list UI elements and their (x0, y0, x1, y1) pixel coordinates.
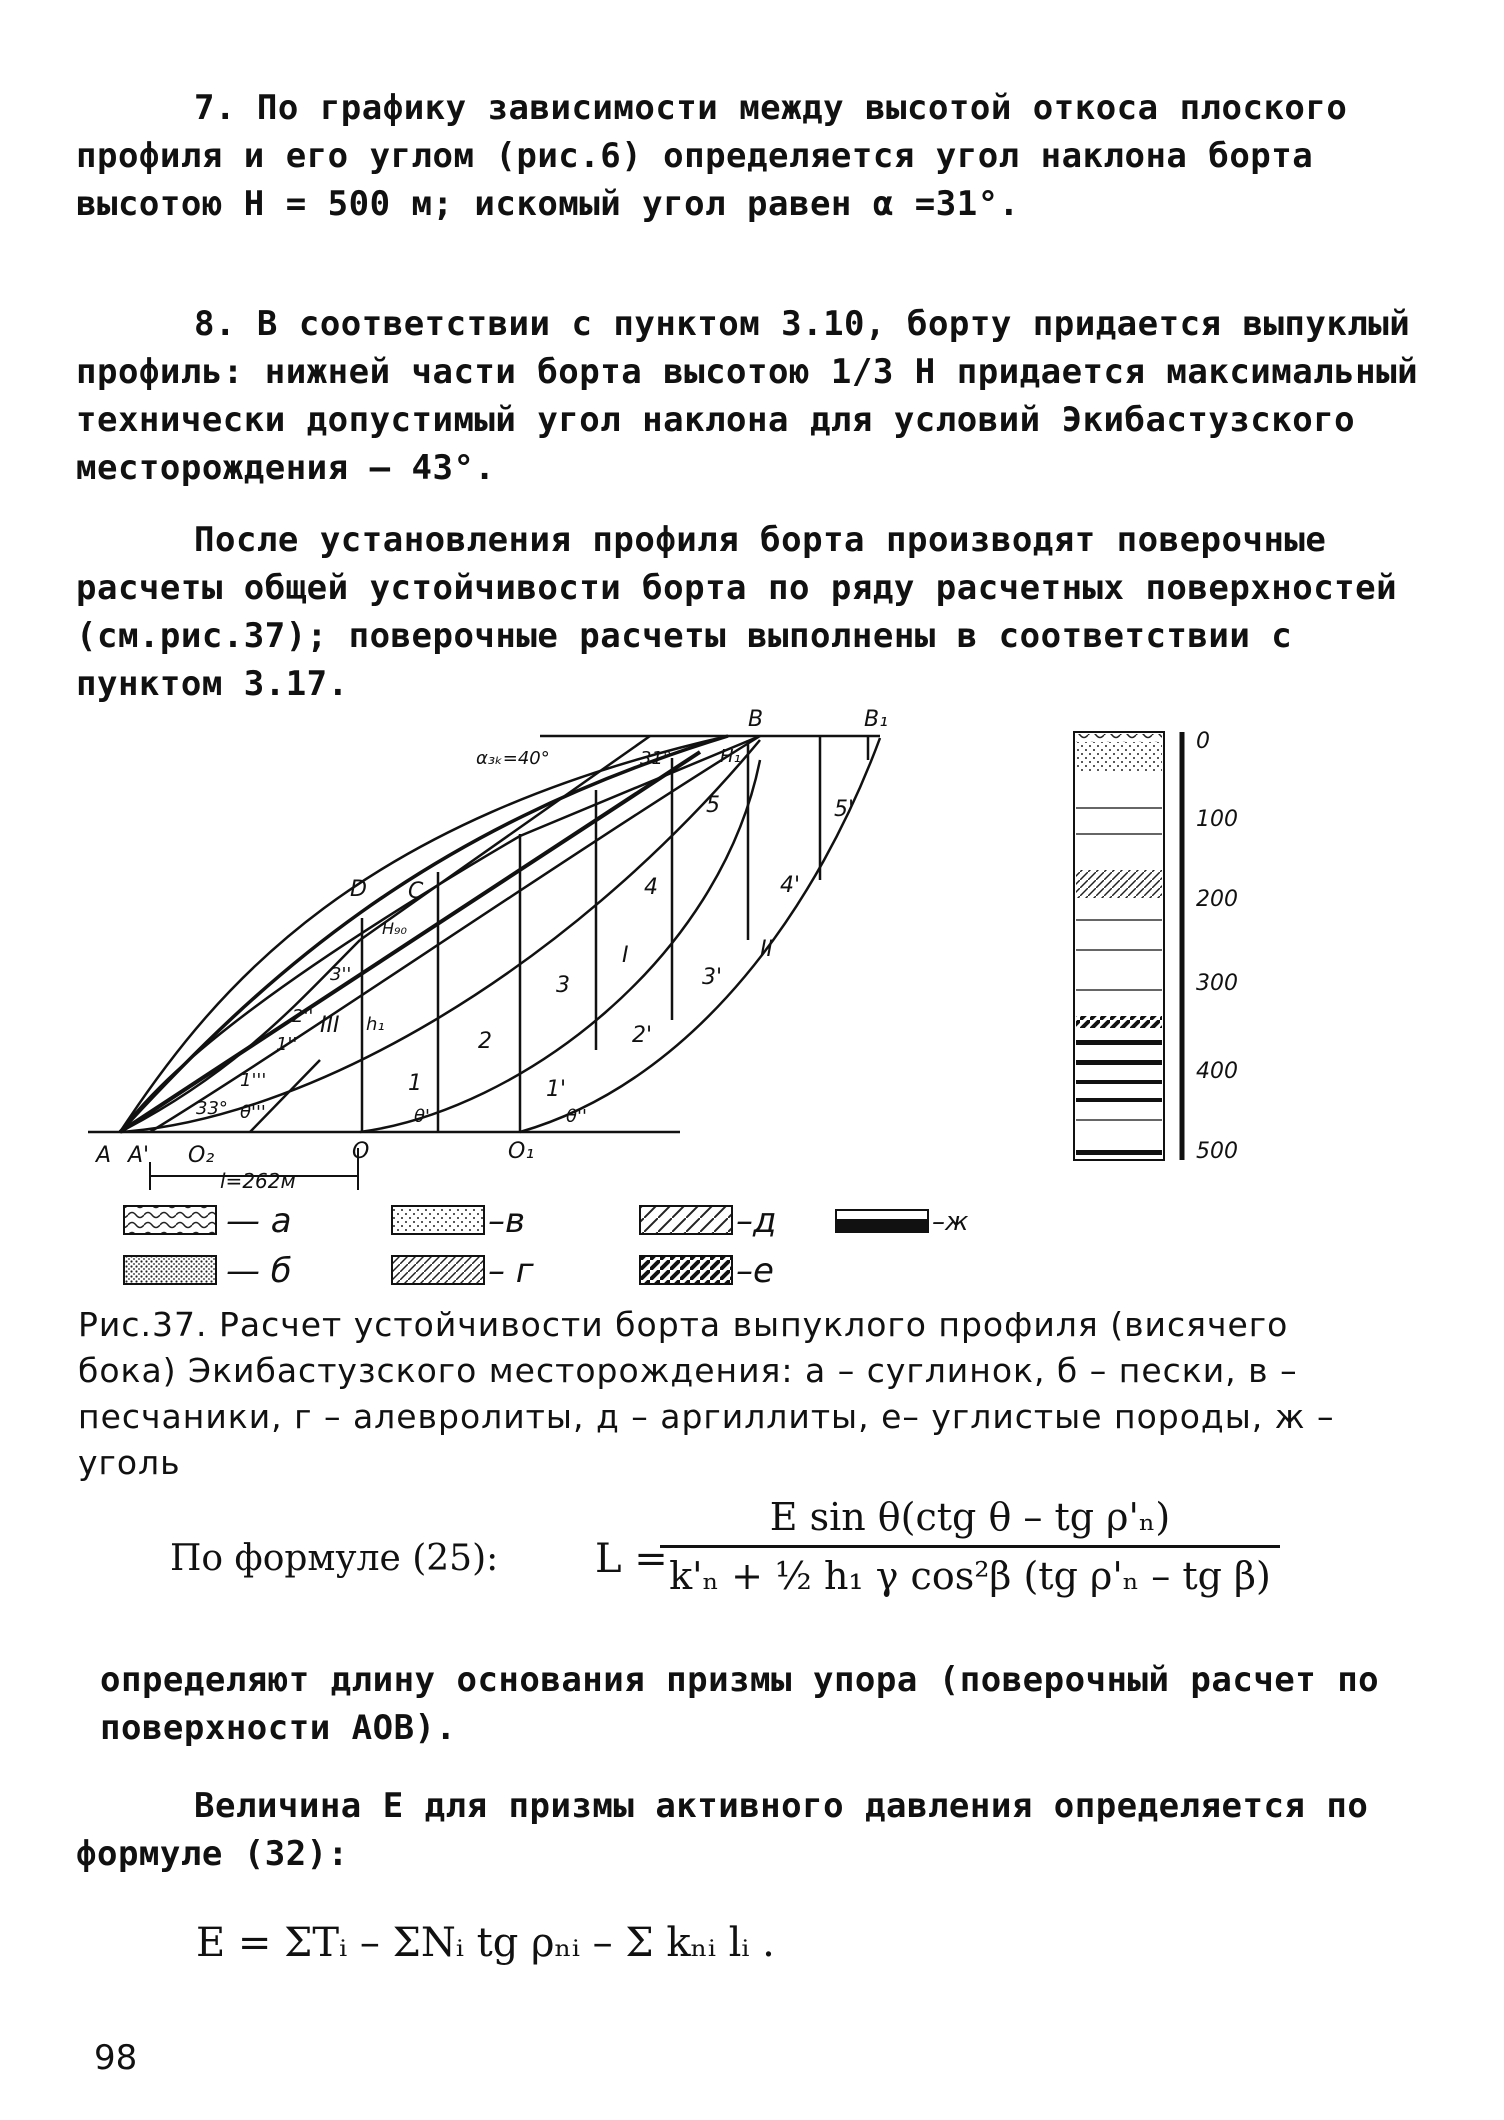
scale-tick: 300 (1196, 971, 1238, 996)
legend-label-a: — а (226, 1201, 292, 1241)
formula-25-lhs: L = (595, 1536, 668, 1582)
label-A1: A' (128, 1143, 150, 1168)
label-O2: O₂ (188, 1143, 215, 1168)
page-number: 98 (94, 2038, 138, 2078)
slice-label: 5 (706, 793, 720, 818)
legend-label-d: –д (736, 1201, 777, 1241)
slice-label: 1' (546, 1077, 567, 1102)
label-I: I (622, 943, 629, 968)
paragraph-7-text: 7. По графику зависимости между высотой откоса плоского профиля и его углом (рис.6) определяется угол наклона борта высотою Н = 500 м; искомый угол равен α =31°. (76, 88, 1348, 224)
formula-25-denominator: k'ₙ + ½ h₁ γ cos²β (tg ρ'ₙ – tg β) (669, 1554, 1271, 1598)
strata-column (1074, 729, 1238, 1164)
paragraph-10 (100, 1656, 1420, 1752)
label-II: II (760, 937, 773, 962)
diagram-labels (94, 707, 888, 1168)
paragraph-11-text: Величина Е для призмы активного давления определяется по формуле (32): (76, 1786, 1369, 1874)
legend-label-zh: –ж (932, 1207, 969, 1237)
formula-25-numerator: E sin θ(ctg θ – tg ρ'ₙ) (769, 1495, 1171, 1539)
label-alpha: α₃ₖ=40° (476, 748, 550, 769)
dimension-label: l=262м (220, 1169, 296, 1193)
label-theta-2: θ'' (566, 1106, 587, 1127)
slice-label: 3 (556, 973, 570, 998)
label-33: 33° (196, 1098, 228, 1119)
slice-label: 1''' (240, 1070, 267, 1091)
slope-diagram (88, 736, 880, 1132)
slice-label: 3' (702, 965, 723, 990)
slice-label: 1 (408, 1071, 422, 1096)
slice-label: 3'' (330, 964, 352, 985)
slice-label: 2' (632, 1023, 653, 1048)
paragraph-9-text: После установления профиля борта производят поверочные расчеты общей устойчивости борта по ряду расчетных поверхностей (см.рис.37); поверочные расчеты выполнены в соответствии с пунктом 3.17. (76, 520, 1398, 704)
label-O: O (352, 1139, 370, 1164)
legend-label-v: –в (488, 1201, 526, 1241)
formula-25 (660, 1495, 1280, 1598)
label-B1: B₁ (864, 707, 888, 732)
label-A: A (96, 1143, 112, 1168)
dimension-line (150, 1148, 358, 1193)
label-H1: H₁ (720, 746, 741, 767)
label-theta-prime: θ' (414, 1106, 430, 1127)
slice-label: 4 (644, 875, 658, 900)
slice-label: 2 (478, 1029, 492, 1054)
scale-tick: 200 (1196, 887, 1238, 912)
paragraph-10-text: определяют длину основания призмы упора (поверочный расчет по поверхности АОВ). (100, 1660, 1380, 1748)
label-C: C (408, 879, 424, 904)
scale-tick: 400 (1196, 1059, 1238, 1084)
label-h1: h₁ (366, 1014, 385, 1035)
scale-tick: 100 (1196, 807, 1238, 832)
scale-tick: 0 (1196, 729, 1210, 754)
fraction-bar (660, 1545, 1280, 1548)
label-31: 31° (640, 748, 672, 769)
label-D: D (350, 877, 367, 902)
legend-label-e: –е (736, 1251, 774, 1291)
label-H90: H₉₀ (382, 919, 407, 938)
scale-tick: 500 (1196, 1139, 1238, 1164)
legend-label-g: – г (488, 1251, 534, 1291)
legend-label-b: — б (226, 1251, 292, 1291)
slice-label: 2'' (292, 1006, 314, 1027)
figure-caption: Рис.37. Расчет устойчивости борта выпуклого профиля (висячего бока) Экибастузского месторождения: а – суглинок, б – пески, в – песчаники, г – алевролиты, д – аргиллиты, е– углистые породы, ж – уголь (78, 1305, 1335, 1482)
formula-32: E = ΣTᵢ – ΣNᵢ tg ρₙᵢ – Σ kₙᵢ lᵢ . (196, 1920, 775, 1966)
paragraph-11 (76, 1782, 1426, 1878)
slice-label: 1'' (276, 1034, 298, 1055)
label-III: III (320, 1013, 340, 1038)
paragraph-8-text: 8. В соответствии с пунктом 3.10, борту придается выпуклый профиль: нижней части борта высотою 1/3 Н придается максимальный технически допустимый угол наклона для условий Экибастузского месторождения – 43°. (76, 304, 1419, 488)
label-theta-3: θ''' (240, 1102, 266, 1123)
slice-label: 5' (834, 797, 855, 822)
label-B: B (748, 707, 764, 732)
formula-25-label: По формуле (25): (170, 1538, 499, 1579)
slice-label: 4' (780, 873, 801, 898)
label-O1: O₁ (508, 1139, 535, 1164)
